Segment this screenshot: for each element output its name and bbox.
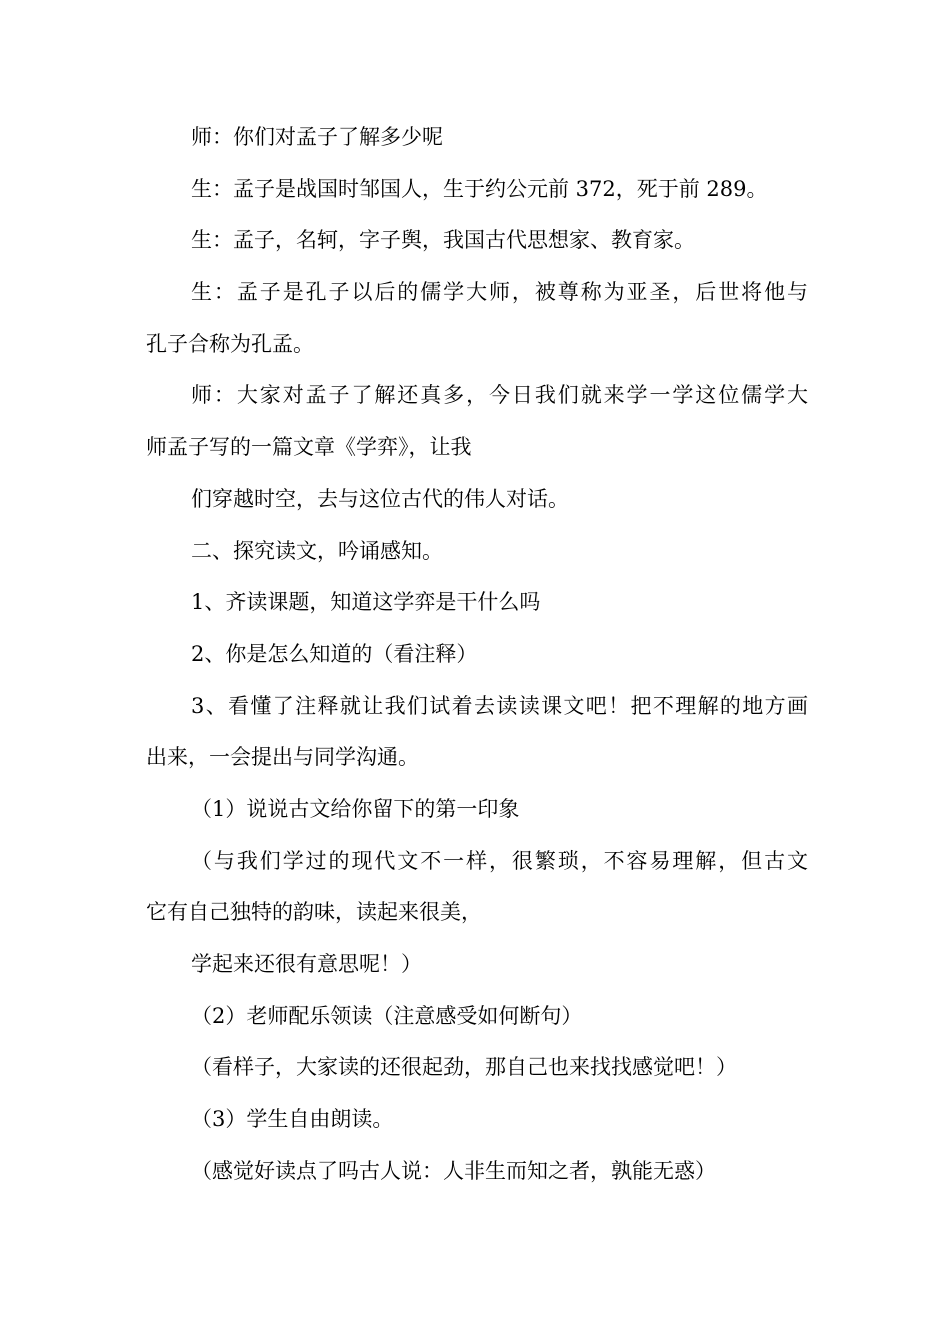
- paragraph-line: （2）老师配乐领读（注意感受如何断句）: [191, 1003, 583, 1028]
- paragraph-line: （3）学生自由朗读。: [191, 1107, 394, 1132]
- paragraph-line: （与我们学过的现代文不一样，很繁琐，不容易理解，但古文: [191, 848, 808, 873]
- paragraph-line: 它有自己独特的韵味，读起来很美，: [146, 900, 482, 925]
- paragraph-line: 3、看懂了注释就让我们试着去读读课文吧！把不理解的地方画: [191, 693, 808, 718]
- paragraph-line: 生：孟子是战国时邹国人，生于约公元前 372，死于前 289。: [191, 176, 768, 201]
- paragraph-line: 1、齐读课题，知道这学弈是干什么吗: [191, 590, 541, 615]
- paragraph-line: 生：孟子是孔子以后的儒学大师，被尊称为亚圣，后世将他与: [191, 280, 808, 305]
- paragraph-line: 出来，一会提出与同学沟通。: [146, 745, 419, 770]
- paragraph-line: （看样子，大家读的还很起劲，那自己也来找找感觉吧！）: [191, 1055, 737, 1080]
- paragraph-line: 二、探究读文，吟诵感知。: [191, 538, 443, 563]
- paragraph-line: 孔子合称为孔孟。: [146, 331, 314, 356]
- paragraph-line: 2、你是怎么知道的（看注释）: [191, 641, 478, 666]
- document-body: [146, 112, 808, 1197]
- paragraph-line: 学起来还很有意思呢！）: [191, 952, 422, 976]
- paragraph-line: （感觉好读点了吗古人说：人非生而知之者，孰能无惑）: [191, 1158, 716, 1183]
- paragraph-line: （1）说说古文给你留下的第一印象: [191, 796, 520, 821]
- paragraph-line: 师：大家对孟子了解还真多，今日我们就来学一学这位儒学大: [191, 383, 808, 408]
- paragraph-line: 师：你们对孟子了解多少呢: [191, 125, 443, 149]
- paragraph-line: 师孟子写的一篇文章《学弈》，让我: [146, 435, 472, 460]
- paragraph-line: 生：孟子，名轲，字子舆，我国古代思想家、教育家。: [191, 228, 695, 253]
- paragraph-line: 们穿越时空，去与这位古代的伟人对话。: [191, 486, 569, 511]
